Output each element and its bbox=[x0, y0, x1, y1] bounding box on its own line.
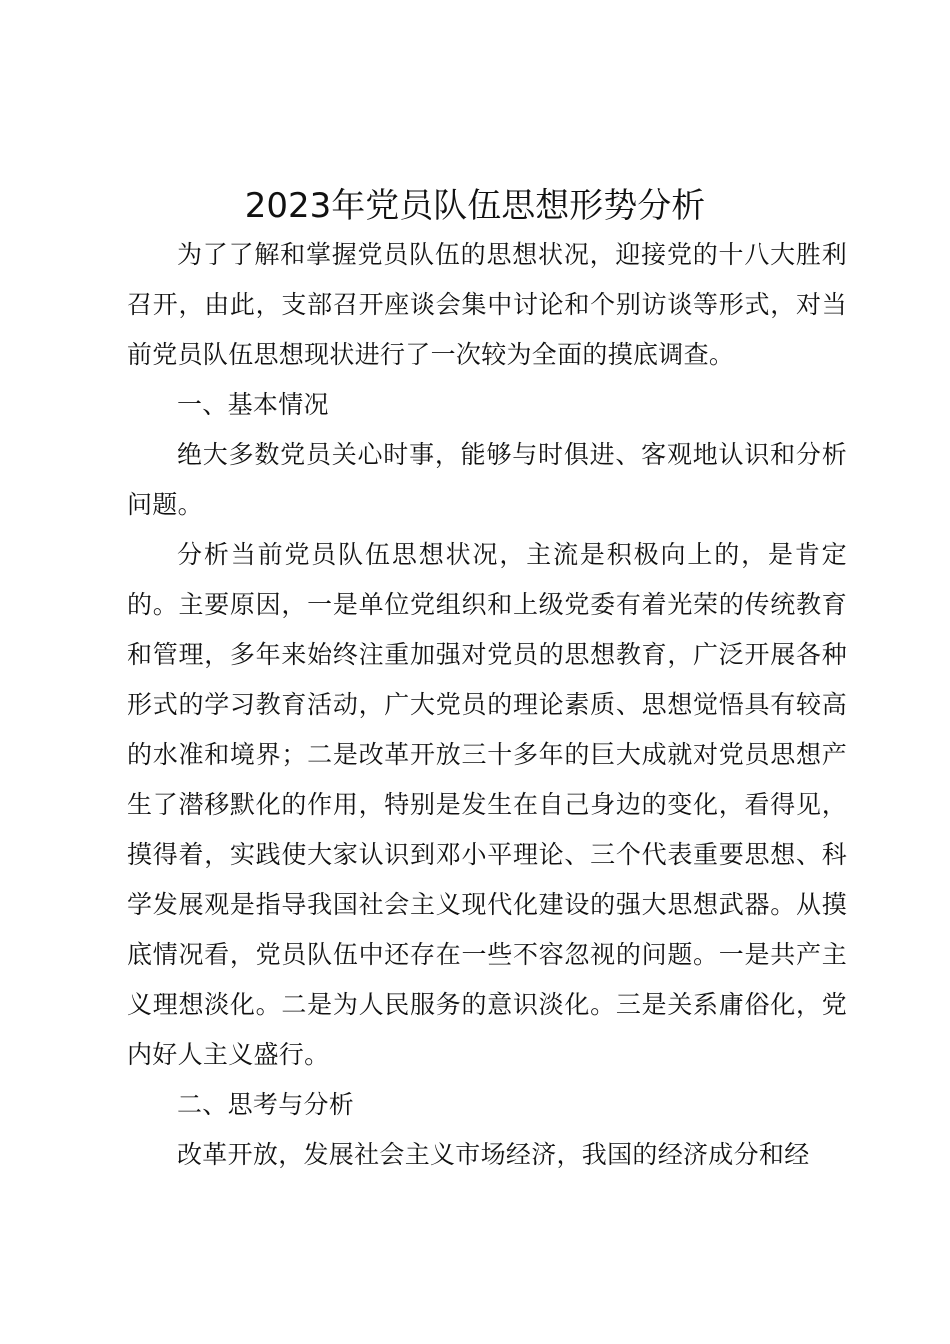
section1-paragraph-1: 绝大多数党员关心时事，能够与时俱进、客观地认识和分析问题。 bbox=[127, 440, 847, 519]
section-heading-thinking-analysis: 二、思考与分析 bbox=[177, 1090, 355, 1119]
section2-paragraph-1: 改革开放，发展社会主义市场经济，我国的经济成分和经 bbox=[177, 1140, 810, 1169]
document-body bbox=[127, 230, 847, 1180]
document-title: 2023年党员队伍思想形势分析 bbox=[244, 186, 706, 226]
section1-paragraph-2: 分析当前党员队伍思想状况，主流是积极向上的，是肯定的。主要原因，一是单位党组织和上级党委有着光荣的传统教育和管理，多年来始终注重加强对党员的思想教育，广泛开展各种形式的学习教育活动，广大党员的理论素质、思想觉悟具有较高的水准和境界；二是改革开放三十多年的巨大成就对党员思想产生了潜移默化的作用，特别是发生在自己身边的变化，看得见，摸得着，实践使大家认识到邓小平理论、三个代表重要思想、科学发展观是指导我国社会主义现代化建设的强大思想武器。从摸底情况看，党员队伍中还存在一些不容忽视的问题。一是共产主义理想淡化。二是为人民服务的意识淡化。三是关系庸俗化，党内好人主义盛行。 bbox=[127, 540, 847, 1069]
intro-paragraph: 为了了解和掌握党员队伍的思想状况，迎接党的十八大胜利召开，由此，支部召开座谈会集中讨论和个别访谈等形式，对当前党员队伍思想现状进行了一次较为全面的摸底调查。 bbox=[127, 240, 847, 369]
section-heading-basic-situation: 一、基本情况 bbox=[177, 390, 329, 419]
